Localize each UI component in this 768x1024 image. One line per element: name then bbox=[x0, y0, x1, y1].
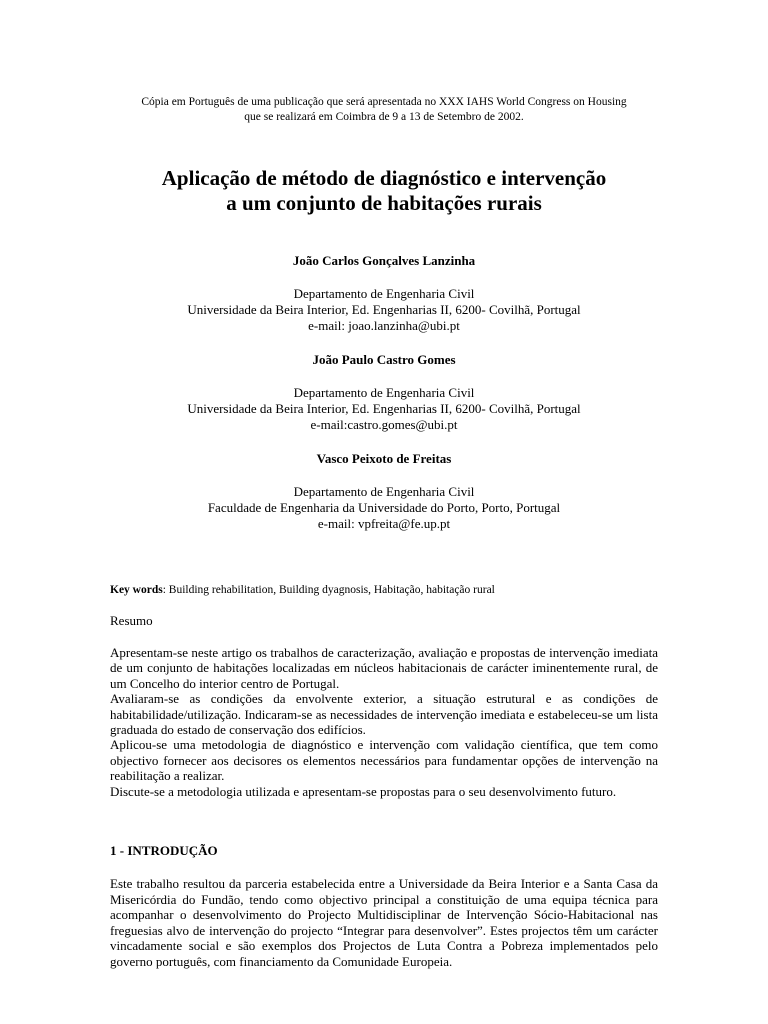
author-email: e-mail: vpfreita@fe.up.pt bbox=[317, 516, 451, 531]
paper-title-line-1: Aplicação de método de diagnóstico e intervenção bbox=[161, 166, 607, 190]
abstract-paragraph: Apresentam-se neste artigo os trabalhos de caracterização, avaliação e propostas de intervenção imediata de um conjunto de habitações localizadas em núcleos habitacionais de carácter iminentemente rural, de um Concelho do interior centro de Portugal. bbox=[110, 645, 658, 691]
paper-title bbox=[80, 166, 688, 216]
abstract-body bbox=[110, 645, 658, 799]
publication-note-line-2: que se realizará em Coimbra de 9 a 13 de Setembro de 2002. bbox=[244, 111, 524, 123]
author-email: e-mail:castro.gomes@ubi.pt bbox=[310, 417, 458, 432]
resumo-heading: Resumo bbox=[110, 613, 153, 628]
keywords-text: : Building rehabilitation, Building dyagnosis, Habitação, habitação rural bbox=[162, 584, 495, 596]
section-heading: 1 - INTRODUÇÃO bbox=[110, 843, 218, 858]
publication-note bbox=[80, 95, 688, 125]
section-paragraph: Este trabalho resultou da parceria estabelecida entre a Universidade da Beira Interior e a Santa Casa da Misericórdia do Fundão, tendo como objectivo principal a constituição de uma equipa técnica para acompanhar o desenvolvimento do Projecto Multidisciplinar de Intervenção Sócio-Habitacional nas freguesias alvo de intervenção do projecto “Integrar para desenvolver”. Estes projectos têm um carácter vincadamente social e são exemplos dos Projectos de Luta Contra a Pobreza implementados pelo governo português, com financiamento da Comunidade Europeia. bbox=[110, 876, 658, 969]
author-name: João Paulo Castro Gomes bbox=[312, 352, 456, 367]
affiliation-institution: Universidade da Beira Interior, Ed. Engenharias II, 6200- Covilhã, Portugal bbox=[187, 401, 581, 416]
affiliation-department: Departamento de Engenharia Civil bbox=[293, 286, 475, 301]
abstract-paragraph: Discute-se a metodologia utilizada e apresentam-se propostas para o seu desenvolvimento futuro. bbox=[110, 783, 617, 799]
keywords-label: Key words bbox=[110, 584, 163, 596]
affiliation-institution: Faculdade de Engenharia da Universidade do Porto, Porto, Portugal bbox=[207, 500, 561, 515]
keywords bbox=[110, 583, 690, 598]
publication-note-line-1: Cópia em Português de uma publicação que será apresentada no XXX IAHS World Congress on Housing bbox=[141, 96, 627, 108]
author-affiliation bbox=[80, 484, 688, 532]
paper-title-line-2: a um conjunto de habitações rurais bbox=[226, 191, 542, 215]
author-affiliation bbox=[80, 385, 688, 433]
author-affiliation bbox=[80, 286, 688, 334]
author-name: João Carlos Gonçalves Lanzinha bbox=[292, 253, 476, 268]
affiliation-institution: Universidade da Beira Interior, Ed. Engenharias II, 6200- Covilhã, Portugal bbox=[187, 302, 581, 317]
abstract-paragraph: Avaliaram-se as condições da envolvente exterior, a situação estrutural e as condições de habitabilidade/utilização. Indicaram-se as necessidades de intervenção imediata e estabeleceu-se um lista graduada do estado de conservação dos edifícios. bbox=[110, 691, 658, 738]
affiliation-department: Departamento de Engenharia Civil bbox=[293, 484, 475, 499]
abstract-paragraph: Aplicou-se uma metodologia de diagnóstico e intervenção com validação científica, que tem como objectivo fornecer aos decisores os elementos necessários para fundamentar opções de intervenção na reabilitação a realizar. bbox=[110, 737, 658, 784]
author-email: e-mail: joao.lanzinha@ubi.pt bbox=[308, 318, 460, 333]
author-name: Vasco Peixoto de Freitas bbox=[316, 451, 452, 466]
affiliation-department: Departamento de Engenharia Civil bbox=[293, 385, 475, 400]
